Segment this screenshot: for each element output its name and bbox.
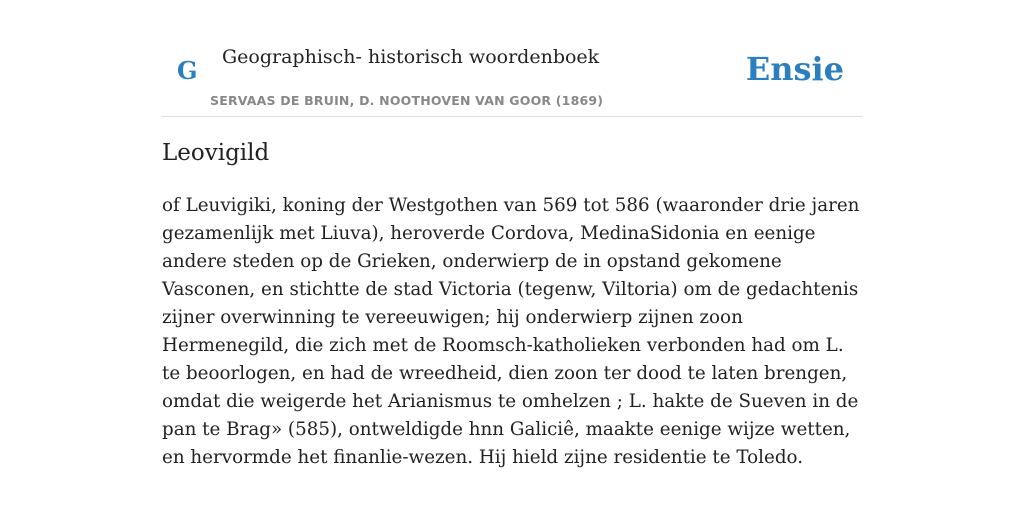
entry-headword: Leovigild <box>162 140 270 166</box>
entry-card <box>162 0 862 468</box>
dictionary-logo[interactable]: G <box>177 56 198 85</box>
dictionary-authors: SERVAAS DE BRUIN, D. NOOTHOVEN VAN GOOR (1869) <box>210 93 604 108</box>
ensie-logo[interactable]: Ensie <box>745 50 844 88</box>
dictionary-title[interactable]: Geographisch- historisch woordenboek <box>222 46 600 68</box>
entry-definition: of Leuvigiki, koning der Westgothen van 569 tot 586 (waaronder drie jaren gezamenlijk met Liuva), heroverde Cordova, MedinaSidonia en eenige andere steden op de Grieken, onderwierp de in opstand gekomene Vasconen, en stichtte de stad Victoria (tegenw, Viltoria) om de gedachtenis zijner overwinning te vereeuwigen; hij onderwierp zijnen zoon Hermenegild, die zich met de Roomsch-katholieken verbonden had om L. te beoorlogen, en had de wreedheid, dien zoon ter dood te laten brengen, omdat die weigerde het Arianismus te omhelzen ; L. hakte de Sueven in de pan te Brag» (585), ontweldigde hnn Galiciê, maakte eenige wijze wetten, en hervormde het finanlie-wezen. Hij hield zijne residentie te Toledo. <box>162 195 860 468</box>
dictionary-header <box>162 0 862 117</box>
